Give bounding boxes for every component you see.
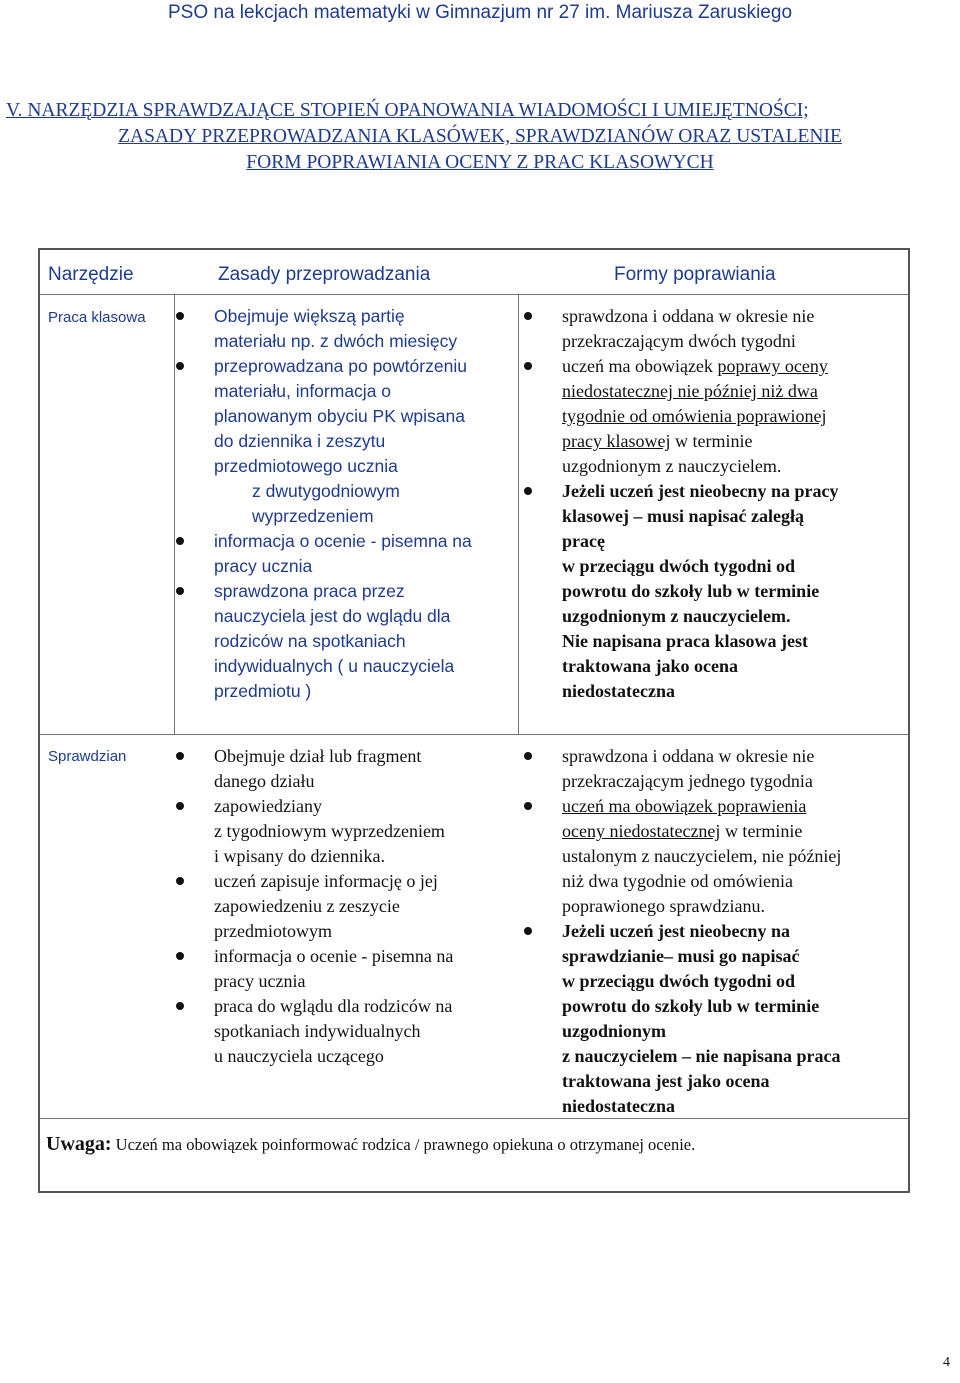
list-item: Jeżeli uczeń jest nieobecny na pracy klasowej – musi napisać zaległą pracę w przeciągu dwóch tygodni od powrotu do szkoły lub w terminie uzgodnionym z nauczycielem. Nie napisana praca klasowa jest traktowana jako ocena niedostateczna <box>524 479 906 704</box>
section-title-line-1: V. NARZĘDZIA SPRAWDZAJĄCE STOPIEŃ OPANOWANIA WIADOMOŚCI I UMIEJĘTNOŚCI; <box>6 100 809 121</box>
header-rules: Zasady przeprowadzania <box>218 264 431 285</box>
note-label: Uwaga: <box>46 1133 112 1155</box>
row-praca-klasowa-label: Praca klasowa <box>48 309 146 326</box>
section-title-line-3: FORM POPRAWIANIA OCENY Z PRAC KLASOWYCH <box>246 152 714 173</box>
header-fix: Formy poprawiania <box>614 264 776 285</box>
header-divider <box>40 294 908 295</box>
list-item: Obejmuje większą partię materiału np. z dwóch miesięcy <box>176 304 516 354</box>
note-text: Uczeń ma obowiązek poinformować rodzica / prawnego opiekuna o otrzymanej ocenie. <box>111 1135 696 1154</box>
list-item: sprawdzona i oddana w okresie nie przekraczającym jednego tygodnia <box>524 744 906 794</box>
row-sprawdzian-fix <box>524 744 906 1119</box>
list-item: informacja o ocenie - pisemna na pracy ucznia <box>176 529 516 579</box>
row-sprawdzian-label: Sprawdzian <box>48 748 127 765</box>
list-item: uczeń ma obowiązek poprawienia oceny niedostatecznej w terminie ustalonym z nauczycielem, nie później niż dwa tygodnie od omówienia poprawionego sprawdzianu. <box>524 794 906 919</box>
assessment-table <box>38 248 910 1193</box>
col-divider-1 <box>174 294 175 734</box>
section-title-line-2: ZASADY PRZEPROWADZANIA KLASÓWEK, SPRAWDZIANÓW ORAZ USTALENIE <box>118 126 842 147</box>
row-praca-klasowa-rules <box>176 304 516 704</box>
list-item: sprawdzona i oddana w okresie nie przekraczającym dwóch tygodni <box>524 304 906 354</box>
list-item: sprawdzona praca przez nauczyciela jest do wglądu dla rodziców na spotkaniach indywidualnych ( u nauczyciela przedmiotu ) <box>176 579 516 704</box>
page-number: 4 <box>943 1355 950 1370</box>
list-item: Obejmuje dział lub fragment danego działu <box>176 744 516 794</box>
col-divider-2 <box>518 294 519 734</box>
list-item: praca do wglądu dla rodziców na spotkaniach indywidualnych u nauczyciela uczącego <box>176 994 516 1069</box>
list-item: Jeżeli uczeń jest nieobecny na sprawdzianie– musi go napisać w przeciągu dwóch tygodni od powrotu do szkoły lub w terminie uzgodnionym z nauczycielem – nie napisana praca traktowana jest jako ocena niedostateczna <box>524 919 906 1119</box>
header-tool: Narzędzie <box>48 264 134 285</box>
row-sprawdzian-rules <box>176 744 516 1069</box>
document-header: PSO na lekcjach matematyki w Gimnazjum nr 27 im. Mariusza Zaruskiego <box>167 2 793 23</box>
list-item: informacja o ocenie - pisemna na pracy ucznia <box>176 944 516 994</box>
row-praca-klasowa-fix <box>524 304 906 704</box>
note <box>46 1133 695 1156</box>
list-item: uczeń ma obowiązek poprawy oceny niedostatecznej nie później niż dwa tygodnie od omówienia poprawionej pracy klasowej w terminie uzgodnionym z nauczycielem. <box>524 354 906 479</box>
list-item: uczeń zapisuje informację o jej zapowiedzeniu z zeszycie przedmiotowym <box>176 869 516 944</box>
list-item: zapowiedziany z tygodniowym wyprzedzeniem i wpisany do dziennika. <box>176 794 516 869</box>
list-item: przeprowadzana po powtórzeniu materiału, informacja o planowanym obyciu PK wpisana do dziennika i zeszytu przedmiotowego ucznia z dwutygodniowym wyprzedzeniem <box>176 354 516 529</box>
row-divider <box>40 734 908 735</box>
section-title <box>0 98 960 176</box>
